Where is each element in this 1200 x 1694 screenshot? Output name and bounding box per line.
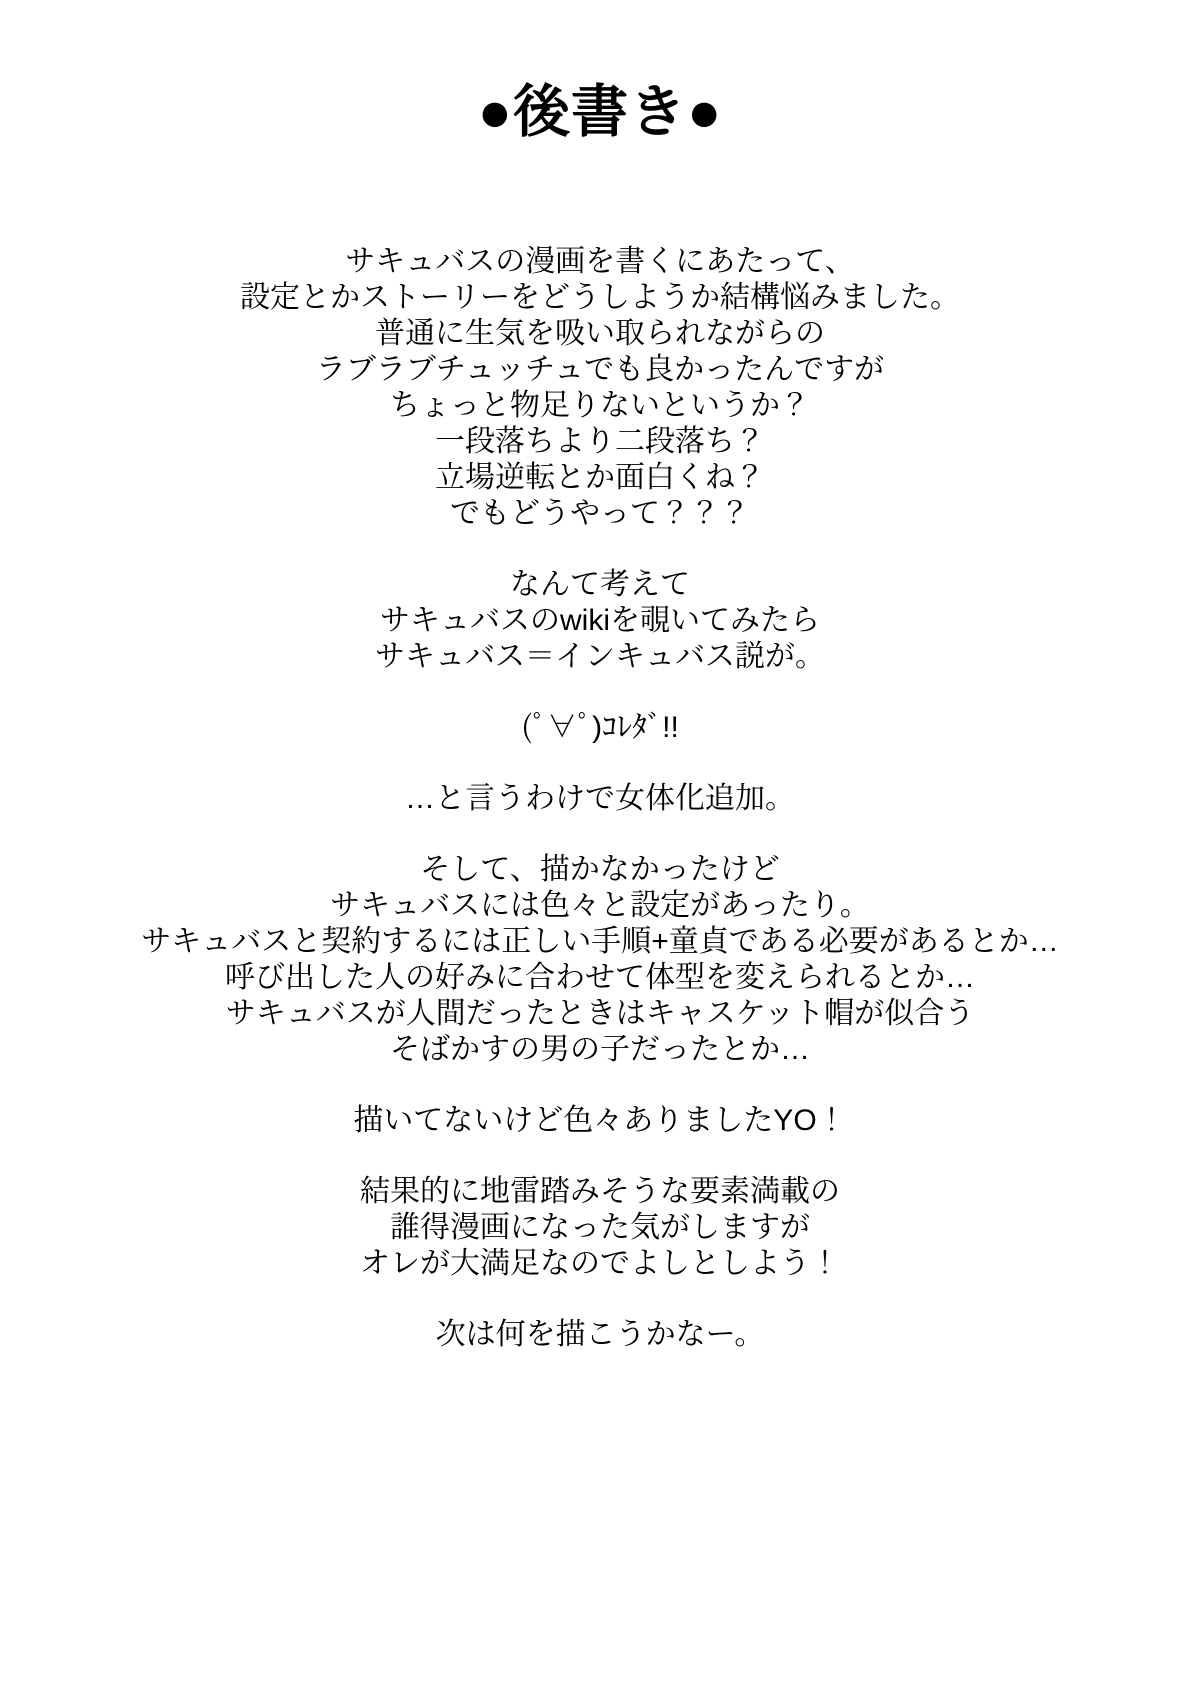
paragraph: [0, 1174, 1200, 1282]
text-line: (ﾟ∀ﾟ)ｺﾚﾀﾞ!!: [521, 711, 679, 745]
paragraph: [0, 710, 1200, 746]
text-line: なんて考えて: [510, 568, 690, 602]
text-line: サキュバスと契約するには正しい手順+童貞である必要があるとか…: [141, 925, 1059, 959]
text-line: サキュバスには色々と設定があったり。: [330, 889, 870, 923]
paragraph: [0, 852, 1200, 1068]
text-line: 呼び出した人の好みに合わせて体型を変えられるとか…: [225, 961, 975, 995]
text-line: 結果的に地雷踏みそうな要素満載の: [360, 1175, 840, 1209]
paragraph: [0, 567, 1200, 675]
text-line: …と言うわけで女体化追加。: [405, 782, 795, 816]
text-line: ラブラブチュッチュでも良かったんですが: [315, 353, 885, 387]
text-line: そばかすの男の子だったとか…: [390, 1033, 810, 1067]
text-line: オレが大満足なのでよしとしよう！: [360, 1247, 840, 1281]
paragraph: [0, 781, 1200, 817]
text-line: 次は何を描こうかなー。: [435, 1318, 765, 1352]
text-line: 設定とかストーリーをどうしようか結構悩みました。: [240, 281, 960, 315]
text-line: サキュバス＝インキュバス説が。: [375, 640, 825, 674]
text-line: サキュバスの漫画を書くにあたって、: [345, 245, 855, 279]
text-line: ちょっと物足りないというか？: [390, 389, 810, 423]
text-line: そして、描かなかったけど: [420, 853, 780, 887]
page-title: ●後書き●: [477, 80, 723, 144]
paragraph: [0, 1103, 1200, 1139]
text-line: でもどうやって？？？: [450, 497, 750, 531]
text-line: 一段落ちより二段落ち？: [435, 425, 765, 459]
text-line: 普通に生気を吸い取られながらの: [375, 317, 825, 351]
text-line: サキュバスが人間だったときはキャスケット帽が似合う: [225, 997, 975, 1031]
paragraph: [0, 1317, 1200, 1353]
paragraph: [0, 244, 1200, 532]
afterword-text: [0, 244, 1200, 1353]
text-line: 立場逆転とか面白くね？: [435, 461, 765, 495]
text-line: 描いてないけど色々ありましたYO！: [353, 1104, 847, 1138]
text-line: 誰得漫画になった気がしますが: [390, 1211, 810, 1245]
text-line: サキュバスのwikiを覗いてみたら: [380, 604, 820, 638]
